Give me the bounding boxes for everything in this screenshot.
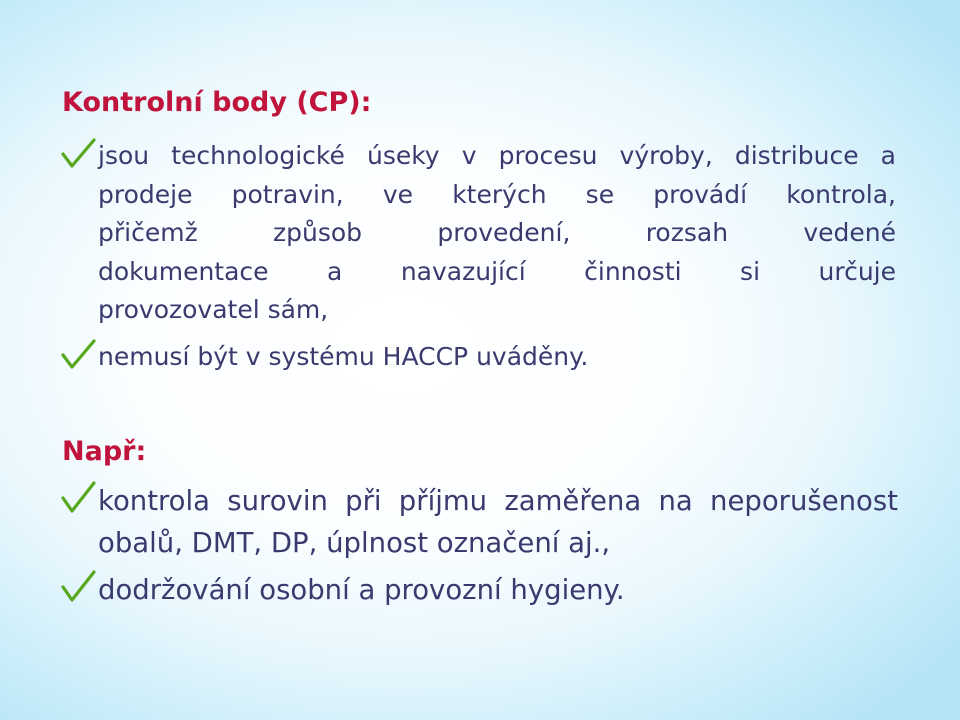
list-item-text (98, 569, 898, 611)
section-heading-examples: Např: (62, 436, 147, 467)
text-line: obalů, DMT, DP, úplnost označení aj., (98, 527, 611, 559)
list-item-text (98, 338, 896, 377)
text-line: prodeje potravin, ve kterých se provádí kontrola, (98, 179, 896, 209)
checkmark-icon (60, 569, 98, 603)
checkmark-icon (60, 480, 98, 514)
checkmark-icon (60, 338, 98, 370)
list-item (60, 480, 898, 564)
list-item (60, 569, 898, 611)
list-item-text (98, 480, 898, 564)
text-line: kontrola surovin při příjmu zaměřena na neporušenost (98, 485, 898, 517)
section-heading-control-points: Kontrolní body (CP): (62, 87, 372, 118)
text-line: nemusí být v systému HACCP uváděny. (98, 342, 589, 371)
list-item (60, 338, 896, 377)
text-line: jsou technologické úseky v procesu výroby, distribuce a (98, 141, 896, 170)
text-line: dodržování osobní a provozní hygieny. (98, 574, 625, 606)
text-line: přičemž způsob provedení, rozsah vedené (98, 218, 896, 247)
text-line: dokumentace a navazující činnosti si určuje (98, 256, 896, 286)
list-item-text (98, 137, 896, 330)
checkmark-icon (60, 137, 98, 169)
list-item (60, 137, 896, 330)
text-line: provozovatel sám, (98, 295, 329, 324)
